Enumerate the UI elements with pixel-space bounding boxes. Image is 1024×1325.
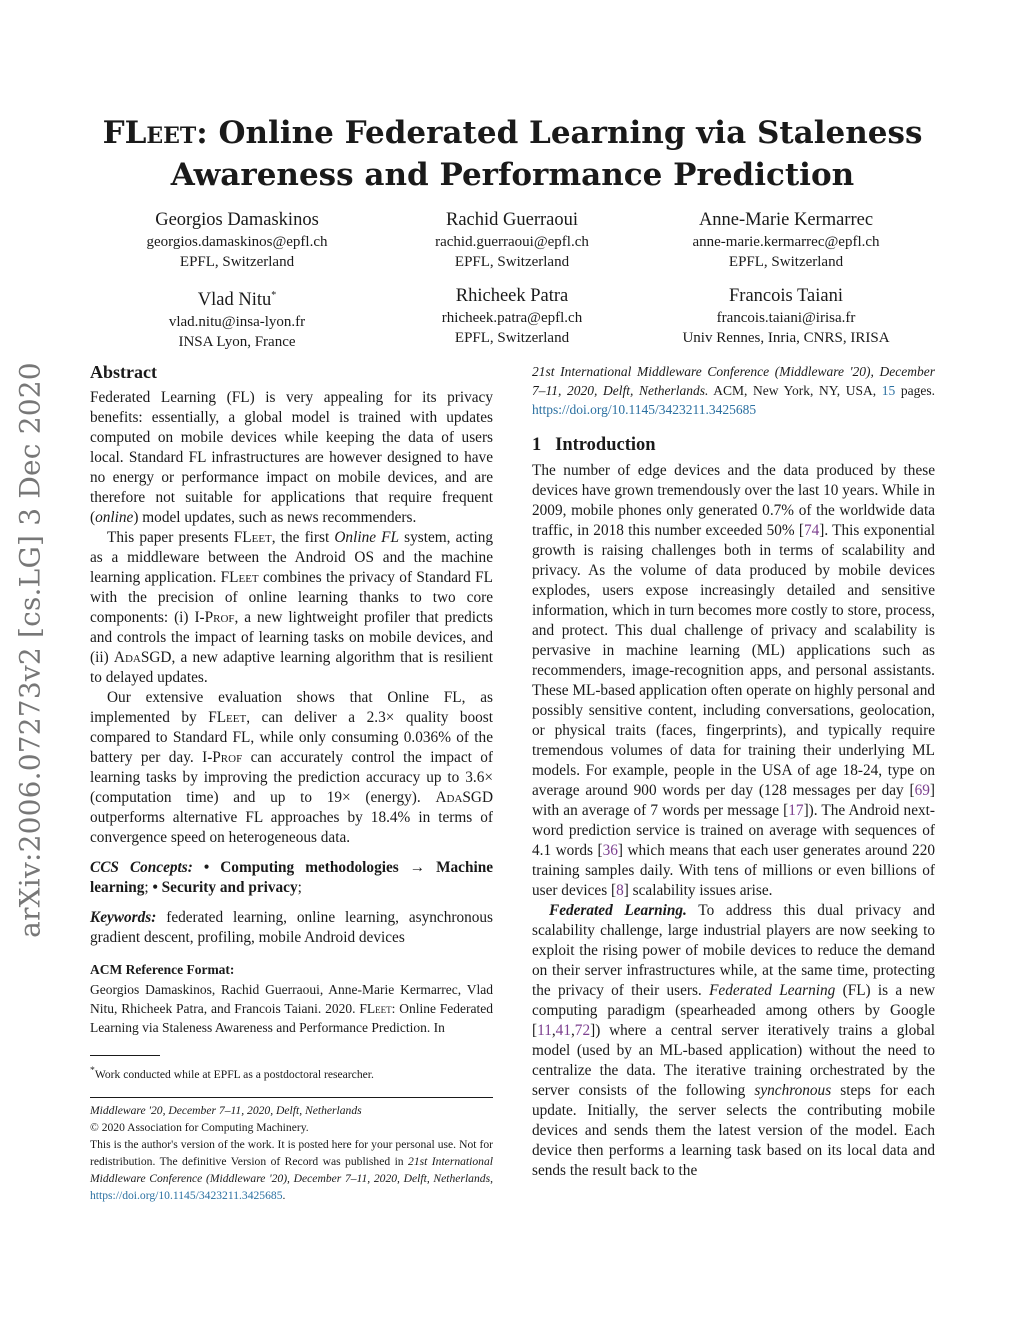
author-affiliation: INSA Lyon, France — [178, 334, 296, 351]
author-affiliation: EPFL, Switzerland — [454, 254, 570, 270]
title-text: : Online Federated Learning via Staleness Awareness and Performance Prediction — [170, 115, 923, 193]
author-block — [651, 208, 921, 272]
citation-link[interactable]: 72 — [574, 1022, 591, 1039]
author-email[interactable]: francois.taiani@irisa.fr — [716, 310, 856, 326]
arxiv-identifier — [2, 360, 58, 940]
author-affiliation: Univ Rennes, Inria, CNRS, IRISA — [682, 330, 890, 346]
system-name: FLeet — [102, 115, 197, 151]
author-footnote-mark[interactable]: * — [271, 290, 277, 301]
citation-link[interactable]: 11 — [537, 1022, 552, 1039]
acm-reference-continued: 21st International Middleware Conference (Middleware '20), December 7–11, 2020, Delft, Netherlands. ACM, New York, NY, USA, 15 pages. https://doi.org/10.1145/3423211.3425685 — [532, 364, 935, 417]
conference-line: Middleware '20, December 7–11, 2020, Delft, Netherlands — [90, 1103, 362, 1117]
citation-link[interactable]: 17 — [788, 802, 804, 819]
citation-link[interactable]: 41 — [555, 1022, 571, 1039]
section-heading: 1 Introduction — [532, 435, 656, 455]
citation-link[interactable]: 8 — [616, 882, 624, 899]
citation-link[interactable]: 74 — [804, 522, 820, 539]
abstract-paragraph: Federated Learning (FL) is very appealing for its privacy benefits: essentially, a global model is trained with updates computed on mobile devices while keeping the data of users local. Standard FL infrastructures are however designed to have no energy or performance impact on mobile devices, and are therefore not suitable for applications that require frequent (online) model updates, such as news recommenders. — [90, 389, 493, 526]
author-email[interactable]: georgios.damaskinos@epfl.ch — [146, 234, 328, 250]
author-name: Vlad Nitu — [197, 290, 272, 311]
author-email[interactable]: rhicheek.patra@epfl.ch — [441, 310, 583, 326]
author-email[interactable]: anne-marie.kermarrec@epfl.ch — [692, 234, 880, 250]
page-count-link[interactable]: 15 — [881, 383, 896, 398]
author-block — [102, 284, 372, 352]
abstract-heading: Abstract — [90, 362, 157, 382]
ccs-concepts: CCS Concepts: • Computing methodologies → Machine learning; • Security and privacy; — [90, 859, 494, 896]
author-name: Francois Taiani — [729, 286, 843, 306]
intro-paragraph: Federated Learning. To address this dual privacy and scalability challenge, large industrial players are now seeking to exploit the rising power of mobile devices to reduce the demand on their server infrastructures while, at the same time, protecting the privacy of their users. Federated Learning (FL) is a new computing paradigm (spearheaded among others by Google [11,41,72]) where a central server iteratively trains a global model (used by an ML-based application) without the need to centralize the data. The iterative training orchestrated by the server consists of the following synchronous steps for each update. Initially, the server selects the contributing mobile devices and sends them the latest version of the model. Each device then performs a learning task based on its local data and sends the result back to the — [532, 902, 935, 1179]
doi-link[interactable]: https://doi.org/10.1145/3423211.3425685 — [90, 1188, 283, 1202]
author-name: Georgios Damaskinos — [155, 210, 319, 230]
acm-reference-text: Georgios Damaskinos, Rachid Guerraoui, Anne-Marie Kermarrec, Vlad Nitu, Rhicheek Patra, and Francois Taiani. 2020. FLeet: Online Federated Learning via Staleness Awareness and Performance Prediction. In — [90, 982, 493, 1035]
author-block — [377, 208, 647, 272]
footnote-rule — [90, 1055, 160, 1056]
author-affiliation: EPFL, Switzerland — [728, 254, 844, 270]
right-column — [532, 360, 935, 1181]
acm-reference-heading: ACM Reference Format: — [90, 962, 235, 977]
permission-rule — [90, 1097, 493, 1098]
abstract-paragraph: This paper presents FLeet, the first Online FL system, acting as a middleware between the Android OS and the machine learning application. FLeet combines the privacy of Standard FL with the precision of online learning thanks to two core components: (i) I-Prof, a new lightweight profiler that predicts and controls the impact of learning tasks on mobile devices, and (ii) AdaSGD, a new adaptive learning algorithm that is resilient to delayed updates. — [90, 529, 494, 686]
intro-paragraph: The number of edge devices and the data produced by these devices have grown tremendously over the last 10 years. While in 2009, mobile phones only generated 0.7% of the worldwide data traffic, in 2018 this number exceeded 50% [74]. This exponential growth is raising challenges both in terms of scalability and privacy. As the volume of data produced by mobile devices explodes, users expose increasingly detailed and sensitive information, which in turn becomes more costly to store, process, and protect. This dual challenge of privacy and scalability is pervasive in machine learning (ML) applications such as recommenders, image-recognition apps, and personal assistants. These ML-based application often operate on highly personal and possibly sensitive content, including conversations, geolocation, or physical traits (faces, fingerprints), and typically require tremendous volumes of data for training their underlying ML models. For example, people in the USA of age 18-24, type on average around 900 words per day (128 messages per day [69] with an average of 7 words per message [17]). The Android next-word prediction service is trained on average with sequences of 4.1 words [36] which means that each user generates around 220 training samples daily. With tens of millions or even billions of user devices [8] scalability issues arise. — [532, 462, 935, 899]
author-affiliation: EPFL, Switzerland — [179, 254, 295, 270]
author-block — [102, 208, 372, 272]
author-affiliation: EPFL, Switzerland — [454, 330, 570, 346]
copyright-line: © 2020 Association for Computing Machinery. — [90, 1120, 309, 1134]
citation-link[interactable]: 69 — [914, 782, 930, 799]
author-block — [377, 284, 647, 348]
author-name: Rachid Guerraoui — [445, 210, 579, 230]
author-name: Rhicheek Patra — [455, 286, 569, 306]
left-column — [90, 360, 493, 1204]
arxiv-identifier-text: arXiv:2006.07273v2 [cs.LG] 3 Dec 2020 — [13, 362, 47, 938]
doi-link[interactable]: https://doi.org/10.1145/3423211.3425685 — [532, 402, 757, 417]
author-name: Anne-Marie Kermarrec — [698, 210, 874, 230]
author-email[interactable]: vlad.nitu@insa-lyon.fr — [168, 314, 306, 331]
paper-title — [90, 112, 935, 196]
abstract-paragraph: Our extensive evaluation shows that Online FL, as implemented by FLeet, can deliver a 2.3× quality boost compared to Standard FL, while only consuming 0.036% of the battery per day. I-Prof can accurately control the impact of learning tasks by improving the prediction accuracy up to 3.6× (computation time) and up to 19× (energy). AdaSGD outperforms alternative FL approaches by 18.4% in terms of convergence speed on heterogeneous data. — [90, 689, 494, 846]
author-block — [651, 284, 921, 348]
keywords: Keywords: federated learning, online learning, asynchronous gradient descent, profiling, mobile Android devices — [90, 909, 493, 946]
footnote: *Work conducted while at EPFL as a postdoctoral researcher. — [90, 1065, 374, 1081]
version-notice: This is the author's version of the work. It is posted here for your personal use. Not for redistribution. The definitive Version of Record was published in 21st International Middleware Conference (Middleware '20), December 7–11, 2020, Delft, Netherlands, https://doi.org/10.1145/3423211.3425685. — [90, 1137, 493, 1202]
citation-link[interactable]: 36 — [602, 842, 618, 859]
author-email[interactable]: rachid.guerraoui@epfl.ch — [435, 234, 589, 250]
